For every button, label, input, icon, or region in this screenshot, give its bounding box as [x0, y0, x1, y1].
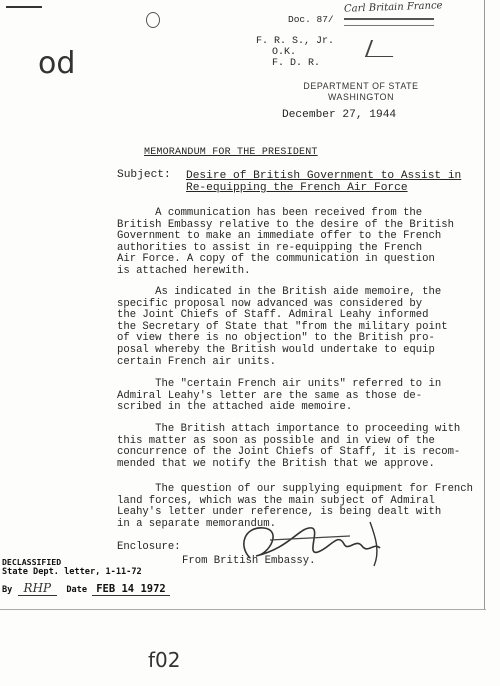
text-line: British Embassy relative to the desire of the British [117, 218, 454, 231]
enclosure-item: From British Embassy. [182, 555, 316, 567]
approval-initials-mark [365, 40, 399, 57]
text-line: land forces, which was the main subject of Admiral [117, 494, 435, 507]
text-line: The "certain French air units" referred to in [117, 378, 442, 390]
page-edge [484, 0, 485, 610]
letterhead [286, 81, 436, 102]
punch-hole [146, 12, 160, 28]
signature [230, 518, 400, 568]
text-line: A communication has been received from the [117, 207, 423, 219]
text-line: Government to make an immediate offer to the French [117, 230, 442, 243]
text-line: the Joint Chiefs of Staff. Admiral Leahy informed [117, 309, 429, 322]
text-line: is attached herewith. [117, 264, 251, 277]
declassified-stamp [2, 557, 170, 595]
declassified-title: DECLASSIFIED [2, 557, 62, 567]
text-line: The question of our supplying equipment for French [117, 483, 474, 495]
page-mark: f02 [148, 648, 181, 672]
date-label: Date [66, 585, 88, 595]
folder-mark: od [38, 46, 76, 81]
text-line: the Secretary of State that "from the military point [117, 320, 448, 333]
memo-title: MEMORANDUM FOR THE PRESIDENT [144, 147, 318, 158]
subject-label: Subject: [117, 169, 171, 181]
routing-fdr: F. D. R. [272, 58, 321, 69]
text-line: The British attach importance to proceeding with [117, 423, 461, 435]
text-line: Admiral Leahy's letter are the same as those de- [117, 389, 423, 402]
handwritten-file-note: Carl Britain France [343, 0, 443, 15]
enclosure-label: Enclosure: [117, 541, 181, 553]
top-rule [6, 6, 42, 8]
date-value: FEB 14 1972 [92, 583, 170, 596]
letterhead-city: WASHINGTON [327, 92, 395, 102]
text-line: concurrence of the Joint Chiefs of Staff, it is recom- [117, 446, 461, 459]
text-line: in a separate memorandum. [117, 517, 276, 530]
subject-text [186, 170, 461, 194]
paragraph-4 [117, 424, 460, 470]
text-line: of view there is no objection" to the British pro- [117, 332, 435, 345]
text-line: certain French air units. [117, 355, 276, 368]
text-line: authorities to assist in re-equipping the French [117, 241, 423, 254]
declassified-by-line [2, 583, 170, 595]
doc-number: Doc. 87/ [288, 14, 334, 25]
text-line: specific proposal now advanced was considered by [117, 297, 423, 310]
paragraph-2 [117, 287, 448, 368]
declassified-authority: State Dept. letter, 1-11-72 [2, 567, 142, 577]
text-line: Air Force. A copy of the communication in question [117, 253, 435, 266]
scribble-mark [344, 18, 434, 26]
by-label: By [2, 585, 13, 595]
text-line: As indicated in the British aide memoire, the [117, 286, 442, 298]
routing-block [256, 36, 334, 69]
memo-date: December 27, 1944 [282, 109, 397, 121]
text-line: this matter as soon as possible and in view of the [117, 434, 435, 447]
by-initials: RHP [18, 581, 58, 596]
text-line: mended that we notify the British that we approve. [117, 457, 435, 470]
subject-line-2: Re-equipping the French Air Force [186, 182, 408, 194]
letterhead-dept: DEPARTMENT OF STATE [303, 81, 419, 91]
routing-ok: O.K. [272, 47, 297, 58]
text-line: scribed in the attached aide memoire. [117, 401, 353, 414]
paragraph-3 [117, 379, 441, 414]
paragraph-1 [117, 208, 454, 278]
bottom-fold-line [0, 609, 486, 610]
subject-line-1: Desire of British Government to Assist in [186, 170, 462, 182]
routing-frs: F. R. S., Jr. [256, 36, 335, 47]
text-line: posal whereby the British would undertake to equip [117, 343, 435, 356]
text-line: Leahy's letter under reference, is being dealt with [117, 506, 442, 519]
